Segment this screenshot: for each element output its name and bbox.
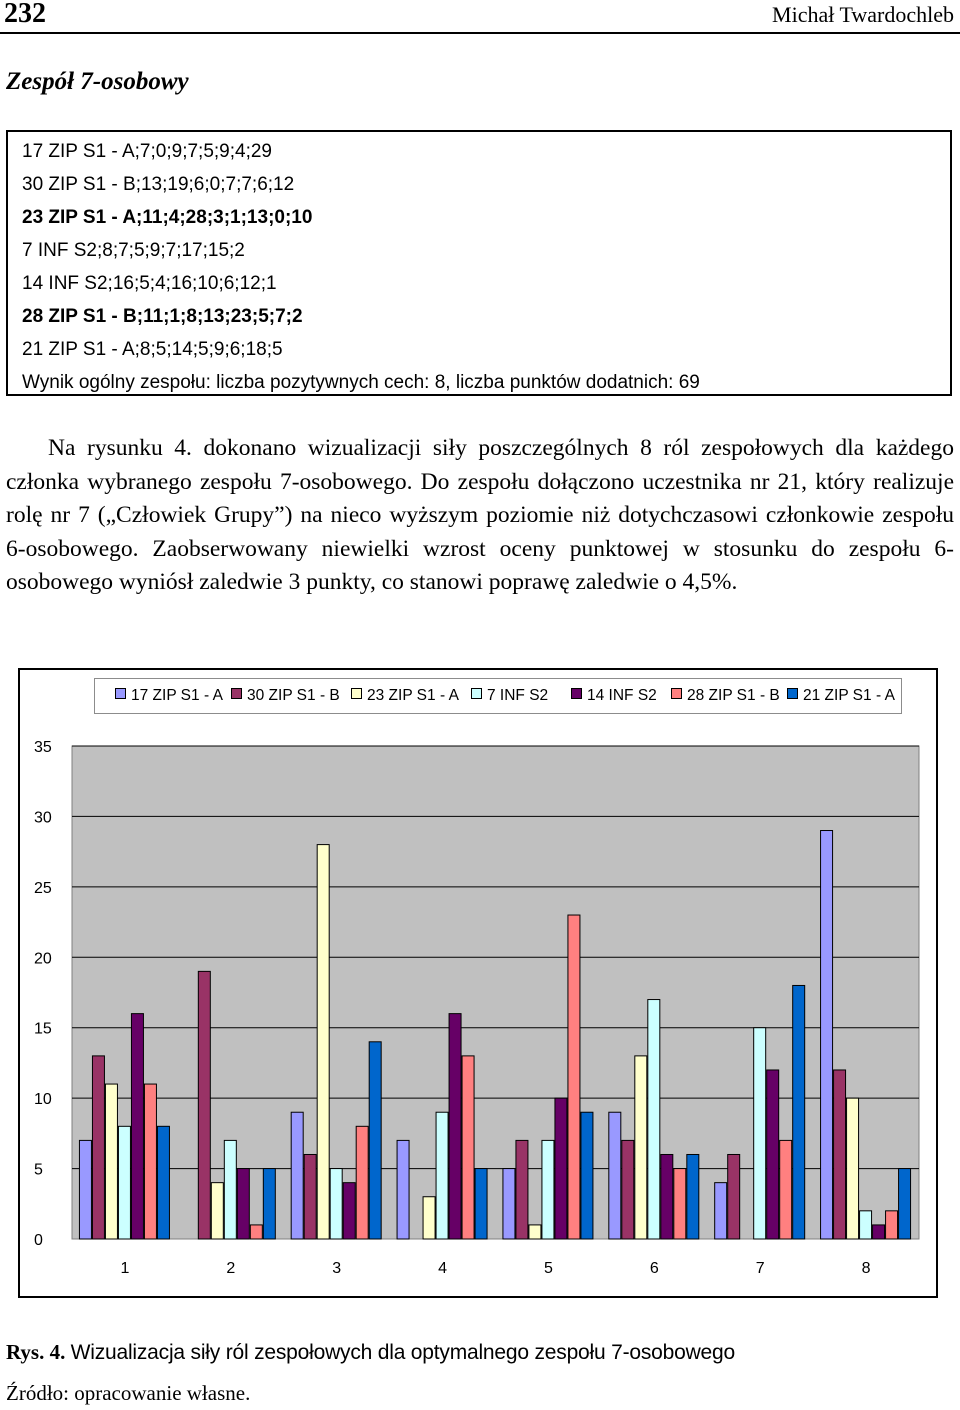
bar (581, 1112, 593, 1239)
legend-item (787, 687, 895, 705)
legend-swatch (115, 688, 126, 699)
running-author: Michał Twardochleb (772, 2, 954, 27)
bar (304, 1154, 316, 1239)
caption-text: Wizualizacja siły ról zespołowych dla optymalnego zespołu 7-osobowego (70, 1341, 735, 1364)
y-tick-label: 25 (34, 879, 52, 897)
legend-label: 14 INF S2 (587, 687, 657, 704)
bar (516, 1140, 528, 1239)
bar (661, 1154, 673, 1239)
bar (263, 1169, 275, 1239)
bar (330, 1169, 342, 1239)
bar (131, 1014, 143, 1239)
x-tick-label: 8 (861, 1260, 871, 1277)
bar (475, 1169, 487, 1239)
bar (449, 1014, 461, 1239)
legend-swatch (787, 688, 798, 699)
legend-swatch (571, 688, 582, 699)
bar (780, 1140, 792, 1239)
bar (462, 1056, 474, 1239)
legend-swatch (471, 688, 482, 699)
data-line-4: 7 INF S2;8;7;5;9;7;17;15;2 (22, 240, 245, 261)
bar-chart-figure (18, 668, 938, 1298)
section-title: Zespół 7-osobowy (6, 68, 189, 95)
bar (847, 1098, 859, 1239)
legend-label: 21 ZIP S1 - A (803, 687, 895, 704)
page-number: 232 (4, 0, 46, 29)
legend-item (571, 687, 657, 705)
bar (369, 1042, 381, 1239)
y-tick-label: 20 (34, 950, 52, 968)
page-header (0, 0, 960, 34)
y-tick-label: 5 (34, 1161, 43, 1179)
bar (674, 1169, 686, 1239)
data-line-1: 17 ZIP S1 - A;7;0;9;7;5;9;4;29 (22, 141, 272, 162)
bar (317, 845, 329, 1239)
data-line-3: 23 ZIP S1 - A;11;4;28;3;1;13;0;10 (22, 207, 313, 228)
bar (860, 1211, 872, 1239)
legend-swatch (231, 688, 242, 699)
bar-chart (20, 670, 936, 1296)
bar (250, 1225, 262, 1239)
bar (529, 1225, 541, 1239)
bar (436, 1112, 448, 1239)
x-tick-label: 7 (755, 1260, 765, 1277)
figure-caption (6, 1340, 735, 1365)
bar (144, 1084, 156, 1239)
bar (503, 1169, 515, 1239)
bar (105, 1084, 117, 1239)
bar (609, 1112, 621, 1239)
bar (899, 1169, 911, 1239)
bar (291, 1112, 303, 1239)
y-tick-label: 35 (34, 739, 52, 756)
data-line-5: 14 INF S2;16;5;4;16;10;6;12;1 (22, 273, 277, 294)
x-tick-label: 4 (438, 1260, 448, 1277)
bar (715, 1183, 727, 1239)
data-line-2: 30 ZIP S1 - B;13;19;6;0;7;7;6;12 (22, 174, 295, 195)
data-line-7: 21 ZIP S1 - A;8;5;14;5;9;6;18;5 (22, 339, 283, 360)
x-tick-label: 6 (649, 1260, 659, 1277)
legend-label: 28 ZIP S1 - B (687, 687, 780, 704)
bar (793, 985, 805, 1239)
y-tick-label: 30 (34, 809, 52, 827)
y-tick-label: 10 (34, 1091, 52, 1109)
y-tick-label: 0 (34, 1232, 43, 1249)
x-tick-label: 1 (120, 1260, 130, 1277)
bar (886, 1211, 898, 1239)
bar (343, 1183, 355, 1239)
bar (397, 1140, 409, 1239)
bar (555, 1098, 567, 1239)
x-tick-label: 2 (226, 1260, 236, 1277)
legend-item (351, 687, 459, 705)
y-tick-label: 15 (34, 1020, 52, 1038)
x-tick-label: 5 (543, 1260, 553, 1277)
legend-label: 17 ZIP S1 - A (131, 687, 223, 704)
legend-label: 7 INF S2 (487, 687, 549, 704)
bar (118, 1126, 130, 1239)
team-summary-line: Wynik ogólny zespołu: liczba pozytywnych cech: 8, liczba punktów dodatnich: 69 (22, 372, 700, 393)
bar (356, 1126, 368, 1239)
bar (821, 831, 833, 1239)
bar (157, 1126, 169, 1239)
legend-item (231, 687, 340, 705)
bar (211, 1183, 223, 1239)
bar (79, 1140, 91, 1239)
bar (687, 1154, 699, 1239)
bar (754, 1028, 766, 1239)
data-line-6: 28 ZIP S1 - B;11;1;8;13;23;5;7;2 (22, 306, 303, 327)
legend-swatch (671, 688, 682, 699)
bar (873, 1225, 885, 1239)
bar (423, 1197, 435, 1239)
legend-label: 30 ZIP S1 - B (247, 687, 340, 704)
bar (237, 1169, 249, 1239)
bar (834, 1070, 846, 1239)
bar (224, 1140, 236, 1239)
legend-label: 23 ZIP S1 - A (367, 687, 459, 704)
legend-item (471, 687, 548, 705)
bar (92, 1056, 104, 1239)
bar (542, 1140, 554, 1239)
legend-item (115, 687, 223, 705)
bar (728, 1154, 740, 1239)
legend-swatch (351, 688, 362, 699)
bar (635, 1056, 647, 1239)
bar (568, 915, 580, 1239)
chart-legend (94, 678, 902, 714)
x-tick-label: 3 (332, 1260, 342, 1277)
bar (767, 1070, 779, 1239)
caption-label: Rys. 4. (6, 1340, 66, 1364)
bar (648, 1000, 660, 1239)
bar (198, 971, 210, 1239)
body-paragraph: Na rysunku 4. dokonano wizualizacji siły poszczególnych 8 ról zespołowych dla każdego członka wybranego zespołu 7-osobowego. Do zespołu dołączono uczestnika nr 21, który realizuje rolę nr 7 („Człowiek Grupy”) na nieco wyższym poziomie niż dotychczasowi członkowie zespołu 6-osobowego. Zaobserwowany niewielki wzrost oceny punktowej w stosunku do zespołu 6-osobowego wyniósł zaledwie 3 punkty, co stanowi poprawę zaledwie o 4,5%. (6, 435, 954, 595)
bar (622, 1140, 634, 1239)
team-data-box (6, 130, 952, 396)
source-note: Źródło: opracowanie własne. (6, 1381, 251, 1405)
legend-item (671, 687, 780, 705)
